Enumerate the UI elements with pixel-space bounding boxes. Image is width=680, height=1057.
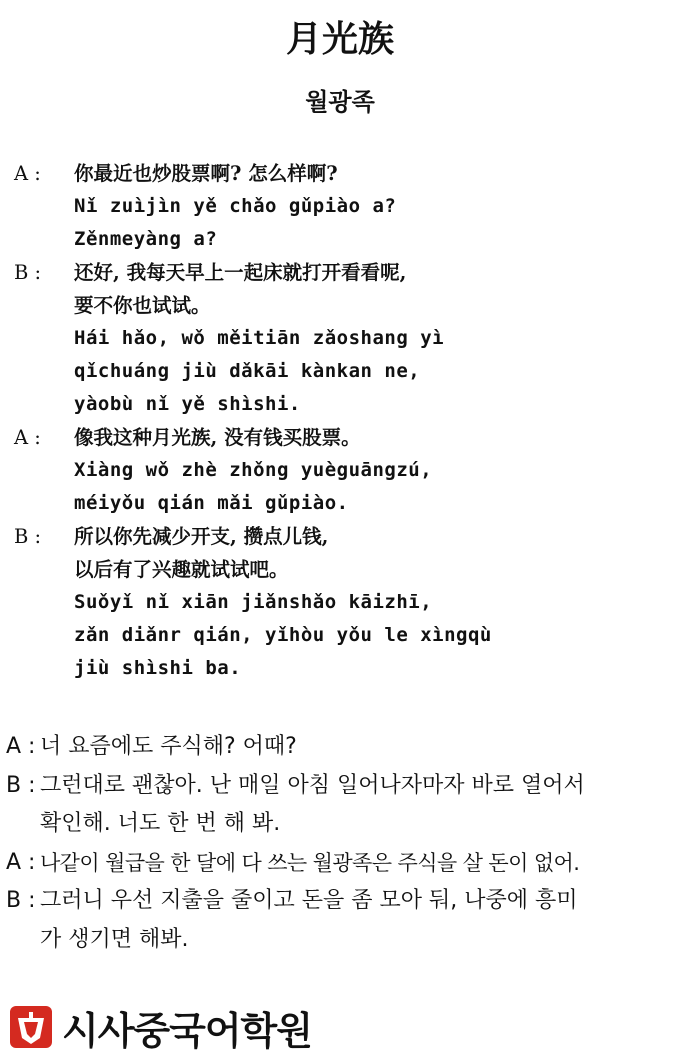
translation-line: 나같이 월급을 한 달에 다 쓰는 월광족은 주식을 살 돈이 없어. xyxy=(40,850,580,875)
translation-row xyxy=(6,882,676,959)
pinyin-line: Suǒyǐ nǐ xiān jiǎnshǎo kāizhī, xyxy=(74,591,433,613)
academy-emblem-icon xyxy=(8,1004,54,1050)
speaker-label: A : xyxy=(14,426,41,449)
dialogue-turn xyxy=(14,421,664,520)
translation-speaker: A : xyxy=(6,849,36,875)
pinyin-line: jiù shìshi ba. xyxy=(74,657,242,679)
academy-name: 시사중국어학원 xyxy=(62,1008,312,1053)
dialogue-section xyxy=(14,157,664,685)
pinyin-line: Hái hǎo, wǒ měitiān zǎoshang yì xyxy=(74,327,445,349)
translation-row xyxy=(6,767,676,844)
chinese-line: 以后有了兴趣就试试吧。 xyxy=(74,558,289,581)
translation-row xyxy=(6,844,676,883)
translation-line: 너 요즘에도 주식해? 어때? xyxy=(40,734,297,759)
pinyin-line: qǐchuáng jiù dǎkāi kànkan ne, xyxy=(74,360,421,382)
chinese-line: 像我这种月光族, 没有钱买股票。 xyxy=(74,426,361,449)
speaker-label: B : xyxy=(14,525,42,548)
translation-speaker: B : xyxy=(6,888,36,913)
translation-line: 확인해. 너도 한 번 해 봐. xyxy=(40,811,281,836)
page-title: 月光族 xyxy=(285,19,394,60)
translation-section xyxy=(6,728,676,959)
chinese-line: 还好, 我每天早上一起床就打开看看呢, xyxy=(74,261,407,284)
dialogue-turn xyxy=(14,256,664,421)
pinyin-line: Zěnmeyàng a? xyxy=(74,228,218,250)
pinyin-line: Nǐ zuìjìn yě chǎo gǔpiào a? xyxy=(74,195,397,217)
translation-line: 그런대로 괜찮아. 난 매일 아침 일어나자마자 바로 열어서 xyxy=(40,772,585,798)
translation-speaker: A : xyxy=(6,734,36,759)
pinyin-line: Xiàng wǒ zhè zhǒng yuèguāngzú, xyxy=(74,459,433,481)
translation-speaker: B : xyxy=(6,772,36,798)
dialogue-turn xyxy=(14,157,664,256)
dialogue-turn xyxy=(14,520,664,685)
chinese-line: 所以你先减少开支, 攒点儿钱, xyxy=(74,525,329,548)
chinese-line: 要不你也试试。 xyxy=(74,294,211,317)
pinyin-line: zǎn diǎnr qián, yǐhòu yǒu le xìngqù xyxy=(74,624,492,646)
speaker-label: A : xyxy=(14,162,41,185)
pinyin-line: méiyǒu qián mǎi gǔpiào. xyxy=(74,492,349,514)
translation-line: 가 생기면 해봐. xyxy=(40,926,189,952)
translation-row xyxy=(6,728,676,767)
speaker-label: B : xyxy=(14,261,42,284)
page-subtitle: 월광족 xyxy=(305,88,375,116)
chinese-line: 你最近也炒股票啊? 怎么样啊? xyxy=(74,162,338,185)
academy-logo xyxy=(8,1003,312,1051)
translation-line: 그러니 우선 지출을 줄이고 돈을 좀 모아 둬, 나중에 흥미 xyxy=(40,888,578,913)
pinyin-line: yàobù nǐ yě shìshi. xyxy=(74,393,301,415)
